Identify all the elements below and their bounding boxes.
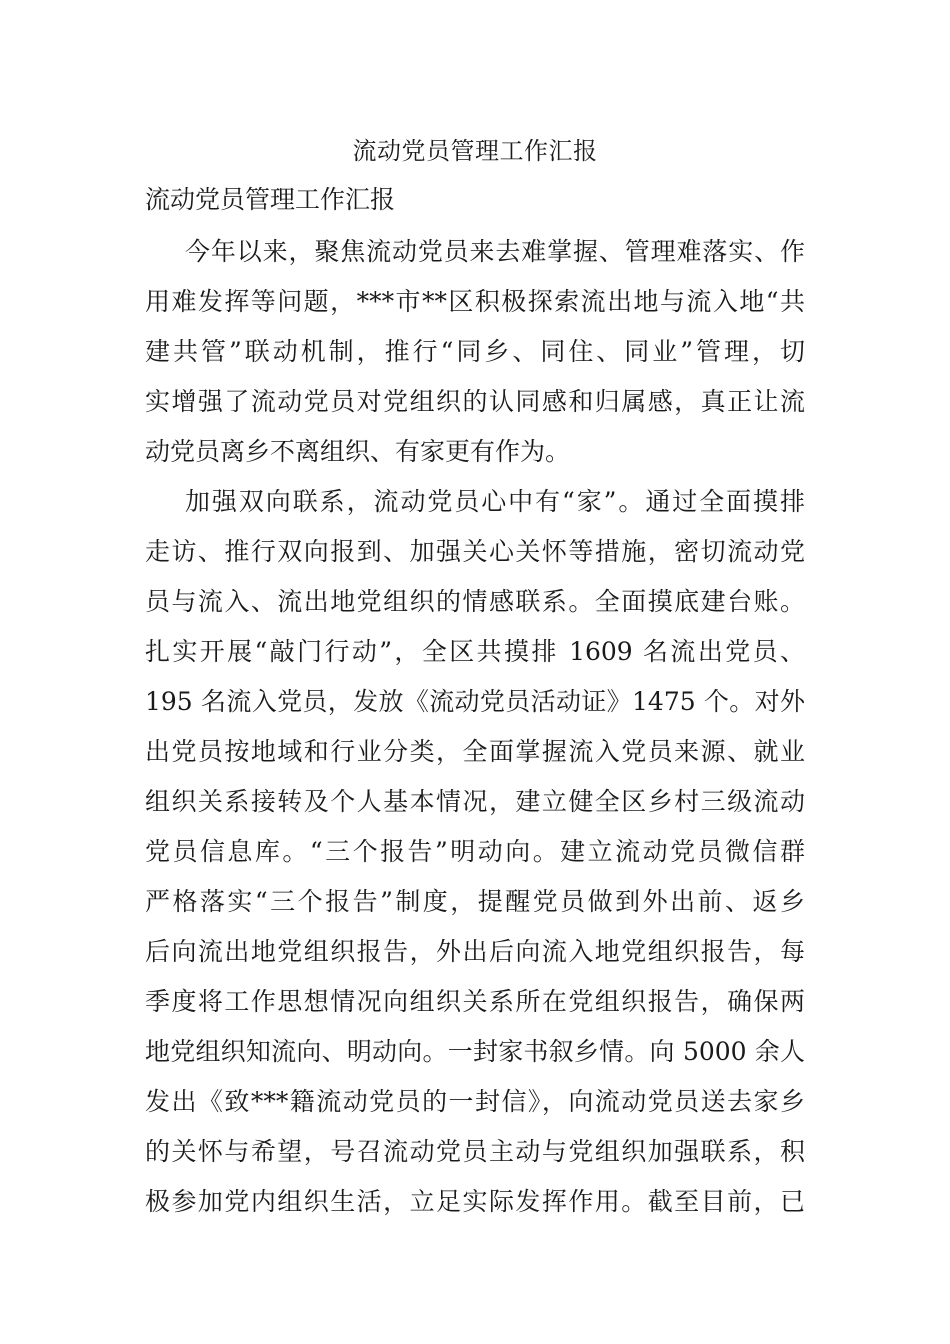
paragraph-line: 加强双向联系，流动党员心中有“家”。通过全面摸排 bbox=[185, 487, 805, 516]
paragraph-line: 严格落实“三个报告”制度，提醒党员做到外出前、返乡 bbox=[145, 887, 805, 916]
paragraph-line: 组织关系接转及个人基本情况，建立健全区乡村三级流动 bbox=[145, 787, 805, 816]
paragraph-two-way-contact bbox=[145, 477, 805, 1227]
paragraph-intro bbox=[145, 227, 805, 477]
paragraph-line: 发出《致***籍流动党员的一封信》，向流动党员送去家乡 bbox=[145, 1087, 805, 1116]
paragraph-line: 出党员按地域和行业分类，全面掌握流入党员来源、就业 bbox=[145, 737, 805, 766]
paragraph-line: 季度将工作思想情况向组织关系所在党组织报告，确保两 bbox=[145, 987, 805, 1016]
document-subtitle: 流动党员管理工作汇报 bbox=[145, 185, 396, 214]
paragraph-line: 走访、推行双向报到、加强关心关怀等措施，密切流动党 bbox=[145, 537, 805, 566]
paragraph-line: 极参加党内组织生活，立足实际发挥作用。截至目前，已 bbox=[145, 1187, 805, 1216]
paragraph-line: 员与流入、流出地党组织的情感联系。全面摸底建台账。 bbox=[145, 587, 805, 616]
document-title: 流动党员管理工作汇报 bbox=[352, 137, 598, 165]
paragraph-line: 建共管”联动机制，推行“同乡、同住、同业”管理，切 bbox=[145, 337, 805, 366]
document-body bbox=[145, 227, 805, 1227]
paragraph-line: 用难发挥等问题，***市**区积极探索流出地与流入地“共 bbox=[145, 287, 805, 316]
paragraph-line: 后向流出地党组织报告，外出后向流入地党组织报告，每 bbox=[145, 937, 805, 966]
paragraph-line: 地党组织知流向、明动向。一封家书叙乡情。向 5000 余人 bbox=[145, 1037, 805, 1066]
paragraph-line: 今年以来，聚焦流动党员来去难掌握、管理难落实、作 bbox=[185, 237, 805, 266]
paragraph-line: 的关怀与希望，号召流动党员主动与党组织加强联系，积 bbox=[145, 1137, 805, 1166]
paragraph-line: 195 名流入党员，发放《流动党员活动证》1475 个。对外 bbox=[145, 687, 805, 716]
paragraph-line: 实增强了流动党员对党组织的认同感和归属感，真正让流 bbox=[145, 387, 805, 416]
paragraph-line: 扎实开展“敲门行动”，全区共摸排 1609 名流出党员、 bbox=[145, 637, 805, 666]
paragraph-line: 党员信息库。“三个报告”明动向。建立流动党员微信群 bbox=[145, 837, 805, 866]
paragraph-line: 动党员离乡不离组织、有家更有作为。 bbox=[145, 437, 571, 466]
